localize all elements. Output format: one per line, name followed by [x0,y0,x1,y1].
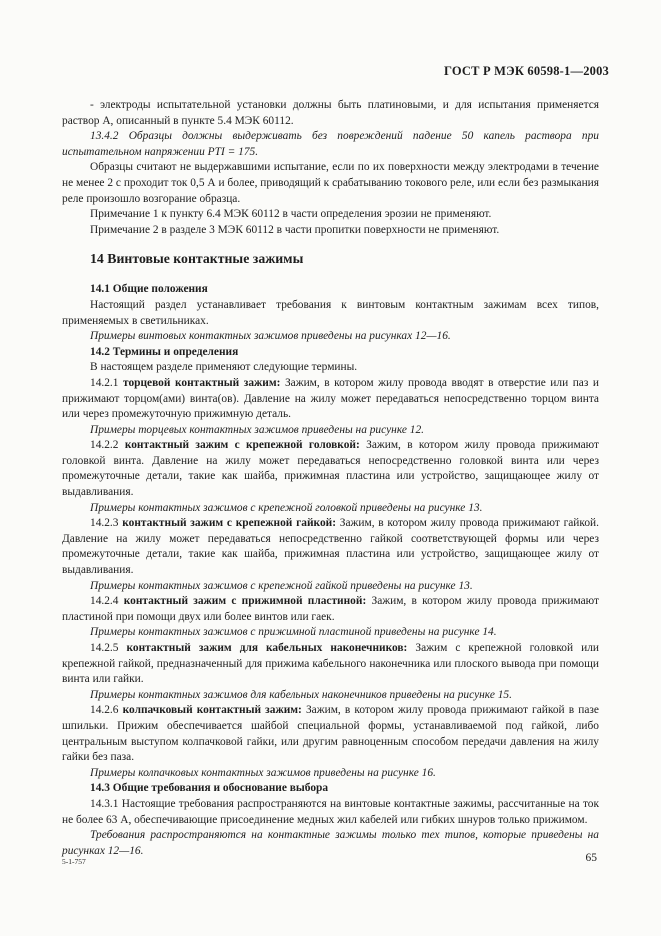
paragraph: - электроды испытательной установки должны быть платиновыми, и для испытания применяется раствор А, описанный в пункте 5.4 МЭК 60112. [62,99,599,127]
definition-text: Зажим, в котором жилу провода вводят в отверстие или паз и прижимают торцом(ами) винта(ов). Давление на жилу может передаваться непосредственно торцом винта или через промежуточную прижимную деталь. [62,376,599,421]
page-content [62,98,599,859]
definition-text: Зажим, в котором жилу провода прижимают головкой винта. Давление на жилу может передаваться непосредственно головкой винта или через промежуточные детали, такие как шайба, прижимная пластина или устройство, защищающее жилу от выдавливания. [62,439,599,499]
note: Примечание 1 к пункту 6.4 МЭК 60112 в части определения эрозии не применяют. [90,208,492,221]
example-note: Требования распространяются на контактные зажимы только тех типов, которые приведены на рисунках 12—16. [62,829,599,857]
definition-number: 14.2.1 [90,376,119,389]
definition [62,594,599,625]
example-note: Примеры контактных зажимов с крепежной головкой приведены на рисунке 13. [90,501,483,514]
paragraph: Образцы считают не выдержавшими испытание, если по их поверхности между электродами в течение не менее 2 с проходит ток 0,5 А и более, приводящий к срабатыванию токового реле, или если без размыкания реле произошло возгорание образца. [62,161,599,205]
example-note: Примеры контактных зажимов для кабельных наконечников приведены на рисунке 15. [90,688,512,701]
definition-number: 14.2.3 [90,517,119,530]
subsection-heading: 14.2 Термины и определения [90,345,239,358]
paragraph: 13.4.2 Образцы должны выдерживать без повреждений падение 50 капель раствора при испытательном напряжении PTI = 175. [62,130,599,158]
definition-text: Зажим, в котором жилу провода прижимают гайкой в пазе шпильки. Прижим обеспечивается шайбой специальной формы, устанавливаемой под гайкой, либо центральным выступом колпачковой гайки, или другим равноценным способом передачи давления на жилу гайки без паза. [62,704,599,764]
example-note: Примеры винтовых контактных зажимов приведены на рисунках 12—16. [90,330,451,343]
print-code: 5-1-757 [62,857,86,866]
definition-number: 14.2.6 [90,704,119,717]
example-note: Примеры колпачковых контактных зажимов приведены на рисунке 16. [90,766,436,779]
definition-text: Зажим, в котором жилу провода прижимают гайкой. Давление на жилу может передаваться непосредственно гайкой соответствующей формы или через промежуточные детали, такие как шайба, прижимная пластина или устройство, защищающее жилу от выдавливания. [62,517,599,577]
page-number: 65 [585,852,597,864]
definition [62,376,599,423]
definition-term: контактный зажим с крепежной гайкой: [122,517,336,530]
note: Примечание 2 в разделе 3 МЭК 60112 в части пропитки поверхности не применяют. [90,223,500,236]
definition-text: Зажим, в котором жилу провода прижимают пластиной при помощи двух или более винтов или гаек. [62,595,599,623]
paragraph: 14.3.1 Настоящие требования распространяются на винтовые контактные зажимы, рассчитанные на ток не более 63 А, обеспечивающие присоединение медных жил кабелей или гибких шнуров только прижимом. [62,797,599,826]
example-note: Примеры контактных зажимов с крепежной гайкой приведены на рисунке 13. [90,579,473,592]
definition-term: торцевой контактный зажим: [123,376,281,389]
definition-number: 14.2.4 [90,595,119,608]
definition [62,703,599,765]
example-note: Примеры торцевых контактных зажимов приведены на рисунке 12. [90,423,424,436]
section-title: 14 Винтовые контактные зажимы [90,251,304,267]
example-note: Примеры контактных зажимов с прижимной пластиной приведены на рисунке 14. [90,626,497,639]
paragraph: В настоящем разделе применяют следующие термины. [90,361,358,374]
definition-term: контактный зажим с прижимной пластиной: [123,595,367,608]
definition [62,641,599,688]
subsection-heading: 14.1 Общие положения [90,283,208,296]
definition-term: контактный зажим для кабельных наконечников: [126,642,408,654]
page-header: ГОСТ Р МЭК 60598-1—2003 [444,64,609,78]
definition-number: 14.2.2 [90,439,119,452]
definition-number: 14.2.5 [90,642,119,654]
paragraph: Настоящий раздел устанавливает требования к винтовым контактным зажимам всех типов, применяемых в светильниках. [62,298,599,327]
definition-term: колпачковый контактный зажим: [122,704,302,717]
definition [62,516,599,578]
definition-term: контактный зажим с крепежной головкой: [124,439,360,452]
definition-text: Зажим с крепежной головкой или крепежной гайкой, предназначенный для прижима кабельного наконечника или плоского вывода при помощи винта или гайки. [62,642,599,686]
definition [62,438,599,500]
subsection-heading: 14.3 Общие требования и обоснование выбора [90,782,329,795]
